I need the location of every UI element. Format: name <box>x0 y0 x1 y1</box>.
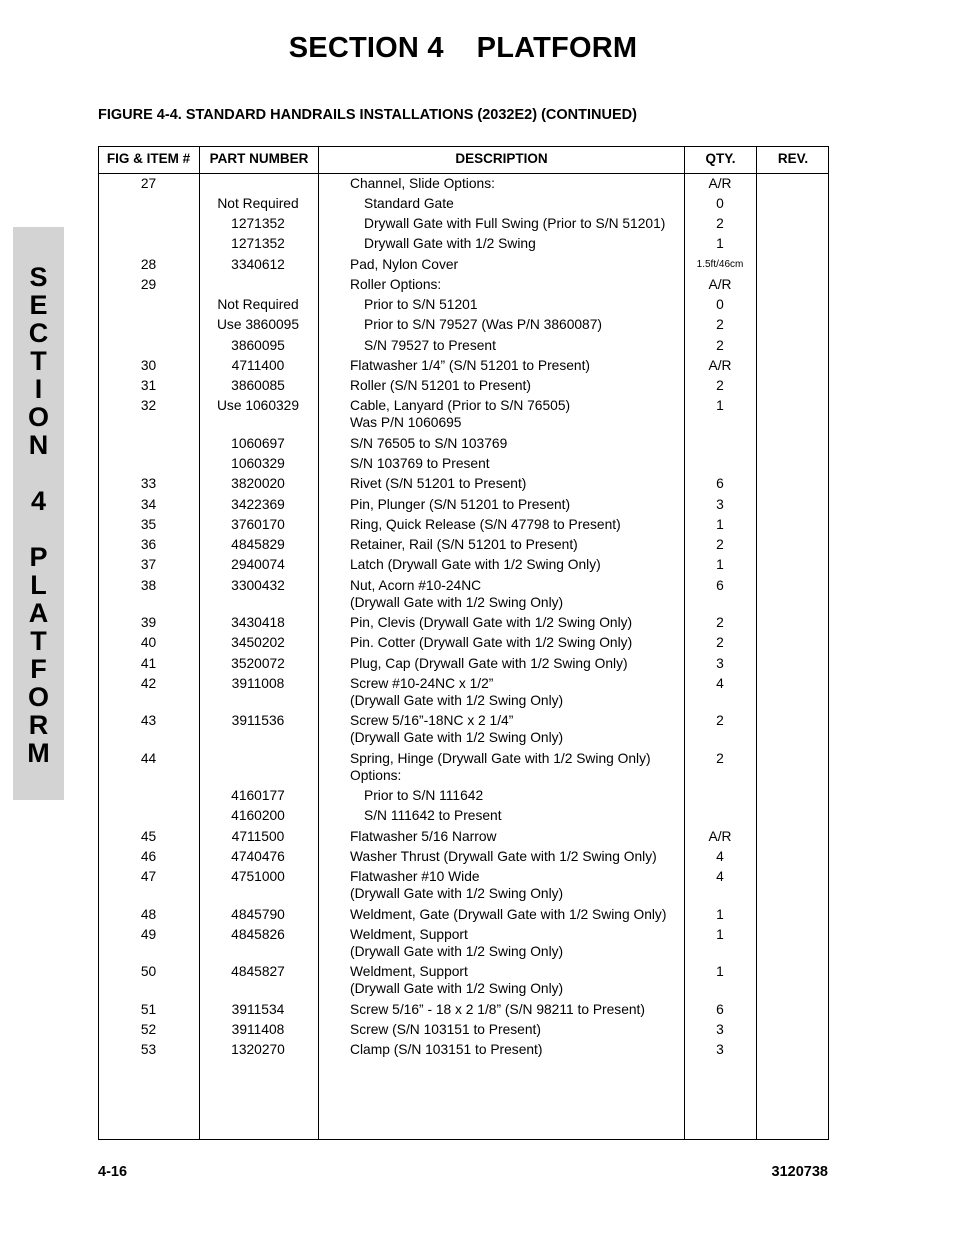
part-number: 4711400 <box>231 358 285 373</box>
part-number: 3860085 <box>231 378 285 393</box>
column-header-qty: QTY. <box>705 151 736 166</box>
item-number: 50 <box>140 964 157 979</box>
quantity: 1 <box>716 907 724 922</box>
description-line: Pin, Clevis (Drywall Gate with 1/2 Swing Only) <box>350 615 633 630</box>
item-number: 48 <box>140 907 157 922</box>
description <box>350 397 690 431</box>
part-number: 3422369 <box>231 497 285 512</box>
description <box>350 828 690 845</box>
description-line: Screw 5/16” - 18 x 2 1/8” (S/N 98211 to Present) <box>350 1002 645 1017</box>
part-number: 3911534 <box>231 1002 285 1017</box>
description-line: Flatwasher 5/16 Narrow <box>350 829 497 844</box>
side-tab-letter: E <box>29 290 48 320</box>
item-number: 29 <box>140 277 157 292</box>
description-line: (Drywall Gate with 1/2 Swing Only) <box>350 730 564 745</box>
description <box>364 215 704 232</box>
quantity: 2 <box>716 635 724 650</box>
description-line: Options: <box>350 768 402 783</box>
item-number: 28 <box>140 257 157 272</box>
item-number: 37 <box>140 557 157 572</box>
description-line: Cable, Lanyard (Prior to S/N 76505) <box>350 398 571 413</box>
description-line: Retainer, Rail (S/N 51201 to Present) <box>350 537 578 552</box>
part-number: 3911536 <box>231 713 285 728</box>
description <box>364 807 704 824</box>
quantity: A/R <box>708 358 732 373</box>
quantity: 2 <box>716 713 724 728</box>
description <box>364 235 704 252</box>
description-line: Nut, Acorn #10-24NC <box>350 578 482 593</box>
item-number: 39 <box>140 615 157 630</box>
description <box>350 750 690 784</box>
part-number: Not Required <box>217 196 299 211</box>
quantity: 1 <box>716 398 724 413</box>
description-line: Standard Gate <box>364 196 454 211</box>
description <box>350 963 690 997</box>
side-tab-letter: P <box>29 542 48 572</box>
quantity: 1.5ft/46cm <box>696 259 744 270</box>
quantity: 3 <box>716 656 724 671</box>
description <box>350 475 690 492</box>
description <box>350 556 690 573</box>
description <box>364 337 704 354</box>
part-number: 4845827 <box>231 964 285 979</box>
item-number: 40 <box>140 635 157 650</box>
description-line: Was P/N 1060695 <box>350 415 462 430</box>
description <box>350 1041 690 1058</box>
item-number: 46 <box>140 849 157 864</box>
description-line: Weldment, Support <box>350 927 468 942</box>
description-line: Prior to S/N 51201 <box>364 297 478 312</box>
side-tab-letter: N <box>28 430 49 460</box>
description-line: (Drywall Gate with 1/2 Swing Only) <box>350 886 564 901</box>
description-line: Washer Thrust (Drywall Gate with 1/2 Swing Only) <box>350 849 657 864</box>
item-number: 31 <box>140 378 157 393</box>
item-number: 35 <box>140 517 157 532</box>
quantity: 1 <box>716 557 724 572</box>
part-number: 3300432 <box>231 578 285 593</box>
item-number: 33 <box>140 476 157 491</box>
quantity: A/R <box>708 829 732 844</box>
description <box>350 1021 690 1038</box>
quantity: 2 <box>716 378 724 393</box>
description-line: (Drywall Gate with 1/2 Swing Only) <box>350 981 564 996</box>
description <box>350 435 690 452</box>
side-tab-letter: C <box>28 318 49 348</box>
description-line: (Drywall Gate with 1/2 Swing Only) <box>350 693 564 708</box>
quantity: 0 <box>716 196 724 211</box>
description-line: Drywall Gate with 1/2 Swing <box>364 236 536 251</box>
description-line: Clamp (S/N 103151 to Present) <box>350 1042 543 1057</box>
part-number: 3820020 <box>231 476 285 491</box>
column-header-description: DESCRIPTION <box>455 151 548 166</box>
part-number: 1060697 <box>231 436 285 451</box>
part-number: 3760170 <box>231 517 285 532</box>
item-number: 53 <box>140 1042 157 1057</box>
part-number: 1060329 <box>231 456 285 471</box>
description <box>350 1001 690 1018</box>
item-number: 45 <box>140 829 157 844</box>
description <box>350 675 690 709</box>
section-title: SECTION 4 PLATFORM <box>288 32 638 64</box>
part-number: 4845829 <box>231 537 285 552</box>
quantity: 3 <box>716 1042 724 1057</box>
quantity: 3 <box>716 497 724 512</box>
description <box>350 455 690 472</box>
column-divider <box>756 146 757 1140</box>
quantity: 1 <box>716 517 724 532</box>
description <box>364 787 704 804</box>
document-number: 3120738 <box>771 1164 828 1180</box>
description <box>350 516 690 533</box>
item-number: 47 <box>140 869 157 884</box>
description <box>350 868 690 902</box>
description-line: S/N 79527 to Present <box>364 338 496 353</box>
description <box>350 655 690 672</box>
description <box>350 357 690 374</box>
description-line: S/N 103769 to Present <box>350 456 490 471</box>
item-number: 51 <box>140 1002 157 1017</box>
description-line: Screw 5/16”-18NC x 2 1/4” <box>350 713 514 728</box>
figure-title: FIGURE 4-4. STANDARD HANDRAILS INSTALLATIONS (2032E2) (CONTINUED) <box>98 107 637 123</box>
part-number: Not Required <box>217 297 299 312</box>
side-tab-letter: S <box>29 262 48 292</box>
part-number: 4845826 <box>231 927 285 942</box>
description-line: Ring, Quick Release (S/N 47798 to Present) <box>350 517 621 532</box>
part-number: 4751000 <box>231 869 285 884</box>
column-header-fig-item: FIG & ITEM # <box>106 151 191 166</box>
description <box>364 195 704 212</box>
quantity: 6 <box>716 578 724 593</box>
description <box>350 614 690 631</box>
description <box>350 906 690 923</box>
description-line: Pin. Cotter (Drywall Gate with 1/2 Swing Only) <box>350 635 633 650</box>
part-number: 2940074 <box>231 557 285 572</box>
part-number: 3430418 <box>231 615 285 630</box>
quantity: 0 <box>716 297 724 312</box>
description <box>350 712 690 746</box>
item-number: 36 <box>140 537 157 552</box>
description-line: S/N 76505 to S/N 103769 <box>350 436 508 451</box>
description-line: (Drywall Gate with 1/2 Swing Only) <box>350 944 564 959</box>
part-number: 3520072 <box>231 656 285 671</box>
description-line: Latch (Drywall Gate with 1/2 Swing Only) <box>350 557 601 572</box>
column-divider <box>318 146 319 1140</box>
part-number: 1271352 <box>231 216 285 231</box>
description-line: Roller (S/N 51201 to Present) <box>350 378 531 393</box>
part-number: 3450202 <box>231 635 285 650</box>
item-number: 42 <box>140 676 157 691</box>
description <box>350 577 690 611</box>
side-tab-letter: O <box>27 402 49 432</box>
section-side-tab <box>13 227 64 800</box>
part-number: 1320270 <box>231 1042 285 1057</box>
description-line: Pad, Nylon Cover <box>350 257 459 272</box>
description <box>350 276 690 293</box>
description-line: Prior to S/N 79527 (Was P/N 3860087) <box>364 317 602 332</box>
description <box>350 377 690 394</box>
description <box>350 634 690 651</box>
description-line: Plug, Cap (Drywall Gate with 1/2 Swing Only) <box>350 656 628 671</box>
quantity: 1 <box>716 964 724 979</box>
side-tab-letter: T <box>30 626 47 656</box>
item-number: 41 <box>140 656 157 671</box>
description-line: Weldment, Support <box>350 964 468 979</box>
quantity: A/R <box>708 176 732 191</box>
description-line: (Drywall Gate with 1/2 Swing Only) <box>350 595 564 610</box>
side-tab-letter: A <box>28 598 49 628</box>
quantity: 4 <box>716 676 724 691</box>
part-number: 4711500 <box>231 829 285 844</box>
part-number: 3911408 <box>231 1022 285 1037</box>
part-number: Use 3860095 <box>216 317 300 332</box>
description <box>350 536 690 553</box>
quantity: 6 <box>716 1002 724 1017</box>
part-number: Use 1060329 <box>216 398 300 413</box>
description-line: Weldment, Gate (Drywall Gate with 1/2 Swing Only) <box>350 907 667 922</box>
quantity: 2 <box>716 751 724 766</box>
item-number: 34 <box>140 497 157 512</box>
item-number: 30 <box>140 358 157 373</box>
quantity: 1 <box>716 236 724 251</box>
side-tab-letter: M <box>27 738 50 768</box>
description-line: Flatwasher #10 Wide <box>350 869 480 884</box>
description-line: S/N 111642 to Present <box>364 808 502 823</box>
quantity: 2 <box>716 216 724 231</box>
quantity: 4 <box>716 849 724 864</box>
side-tab-letter: I <box>34 374 43 404</box>
part-number: 4160177 <box>231 788 285 803</box>
quantity: 2 <box>716 615 724 630</box>
description-line: Roller Options: <box>350 277 442 292</box>
description <box>350 926 690 960</box>
part-number: 4845790 <box>231 907 285 922</box>
item-number: 32 <box>140 398 157 413</box>
side-tab-letter: 4 <box>30 486 47 516</box>
description-line: Drywall Gate with Full Swing (Prior to S/N 51201) <box>364 216 666 231</box>
quantity: A/R <box>708 277 732 292</box>
item-number: 44 <box>140 751 157 766</box>
description <box>350 848 690 865</box>
item-number: 43 <box>140 713 157 728</box>
quantity: 2 <box>716 317 724 332</box>
side-tab-letter: F <box>30 654 47 684</box>
description-line: Rivet (S/N 51201 to Present) <box>350 476 527 491</box>
part-number: 1271352 <box>231 236 285 251</box>
description <box>350 175 690 192</box>
part-number: 4740476 <box>231 849 285 864</box>
description-line: Flatwasher 1/4” (S/N 51201 to Present) <box>350 358 591 373</box>
item-number: 52 <box>140 1022 157 1037</box>
page-number: 4-16 <box>98 1164 128 1180</box>
description-line: Screw (S/N 103151 to Present) <box>350 1022 541 1037</box>
description-line: Spring, Hinge (Drywall Gate with 1/2 Swing Only) <box>350 751 651 766</box>
quantity: 1 <box>716 927 724 942</box>
part-number: 3340612 <box>231 257 285 272</box>
header-divider <box>98 173 829 174</box>
column-header-rev: REV. <box>777 151 809 166</box>
item-number: 27 <box>140 176 157 191</box>
description <box>350 496 690 513</box>
quantity: 6 <box>716 476 724 491</box>
column-header-part-number: PART NUMBER <box>209 151 309 166</box>
description-line: Channel, Slide Options: <box>350 176 495 191</box>
description <box>364 316 704 333</box>
quantity: 4 <box>716 869 724 884</box>
description-line: Screw #10-24NC x 1/2” <box>350 676 494 691</box>
description <box>350 256 690 273</box>
side-tab-letter: R <box>28 710 49 740</box>
part-number: 3911008 <box>231 676 285 691</box>
description <box>364 296 704 313</box>
side-tab-letter: T <box>30 346 47 376</box>
part-number: 3860095 <box>231 338 285 353</box>
side-tab-letter: L <box>30 570 47 600</box>
description-line: Prior to S/N 111642 <box>364 788 484 803</box>
part-number: 4160200 <box>231 808 285 823</box>
description-line: Pin, Plunger (S/N 51201 to Present) <box>350 497 571 512</box>
item-number: 49 <box>140 927 157 942</box>
item-number: 38 <box>140 578 157 593</box>
quantity: 3 <box>716 1022 724 1037</box>
quantity: 2 <box>716 338 724 353</box>
side-tab-letter: O <box>27 682 49 712</box>
quantity: 2 <box>716 537 724 552</box>
